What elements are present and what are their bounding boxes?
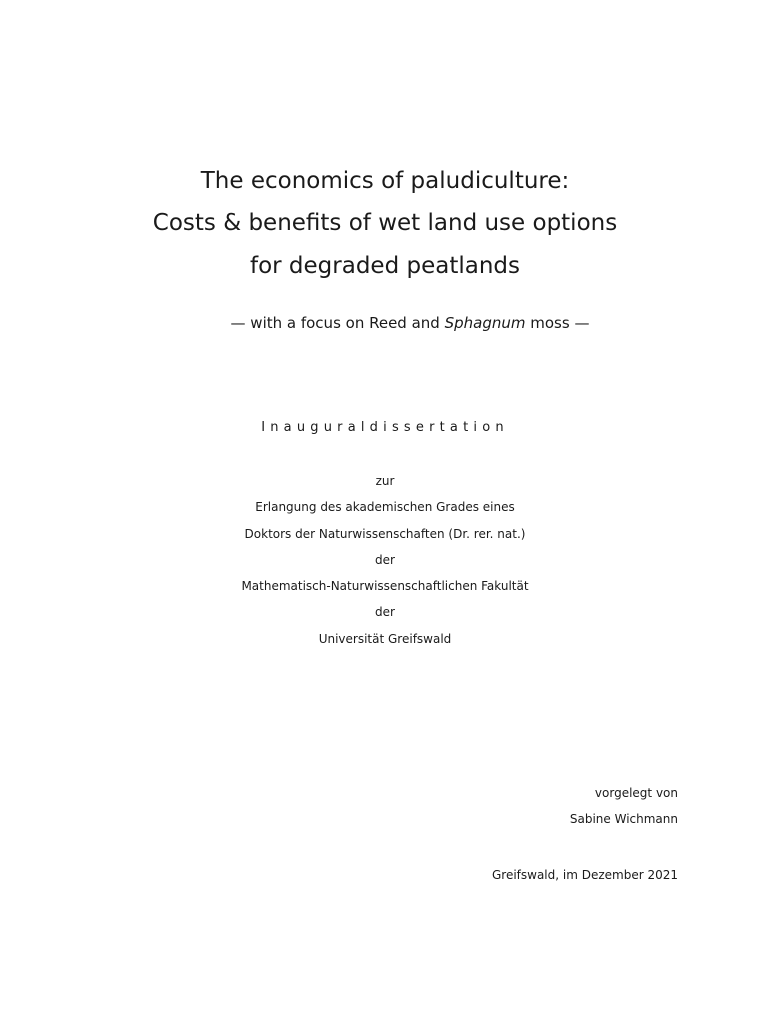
subtitle-suffix: moss — [525, 314, 590, 332]
document-type: Inauguraldissertation [261, 420, 509, 435]
subtitle-italic: Sphagnum [444, 314, 526, 332]
purpose-line-2: Erlangung des akademischen Grades eines [255, 500, 515, 514]
purpose-line-3: Doktors der Naturwissenschaften (Dr. rer. nat.) [244, 527, 526, 541]
university-name: Universität Greifswald [318, 632, 452, 646]
author-name: Sabine Wichmann [569, 812, 678, 826]
place-date: Greifswald, im Dezember 2021 [491, 868, 678, 882]
title-line-1: The economics of paludiculture: [200, 168, 570, 194]
faculty-name: Mathematisch-Naturwissenschaftlichen Fakultät [241, 579, 529, 593]
subtitle [0, 314, 770, 332]
submitted-by: vorgelegt von [594, 786, 678, 800]
purpose-line-1: zur [375, 474, 395, 488]
subtitle-prefix: — with a focus on Reed and [230, 314, 445, 332]
title-line-3: for degraded peatlands [249, 253, 520, 279]
title-line-2: Costs & benefits of wet land use options [152, 210, 618, 236]
purpose-line-4: der [375, 553, 395, 567]
purpose-line-6: der [375, 605, 395, 619]
